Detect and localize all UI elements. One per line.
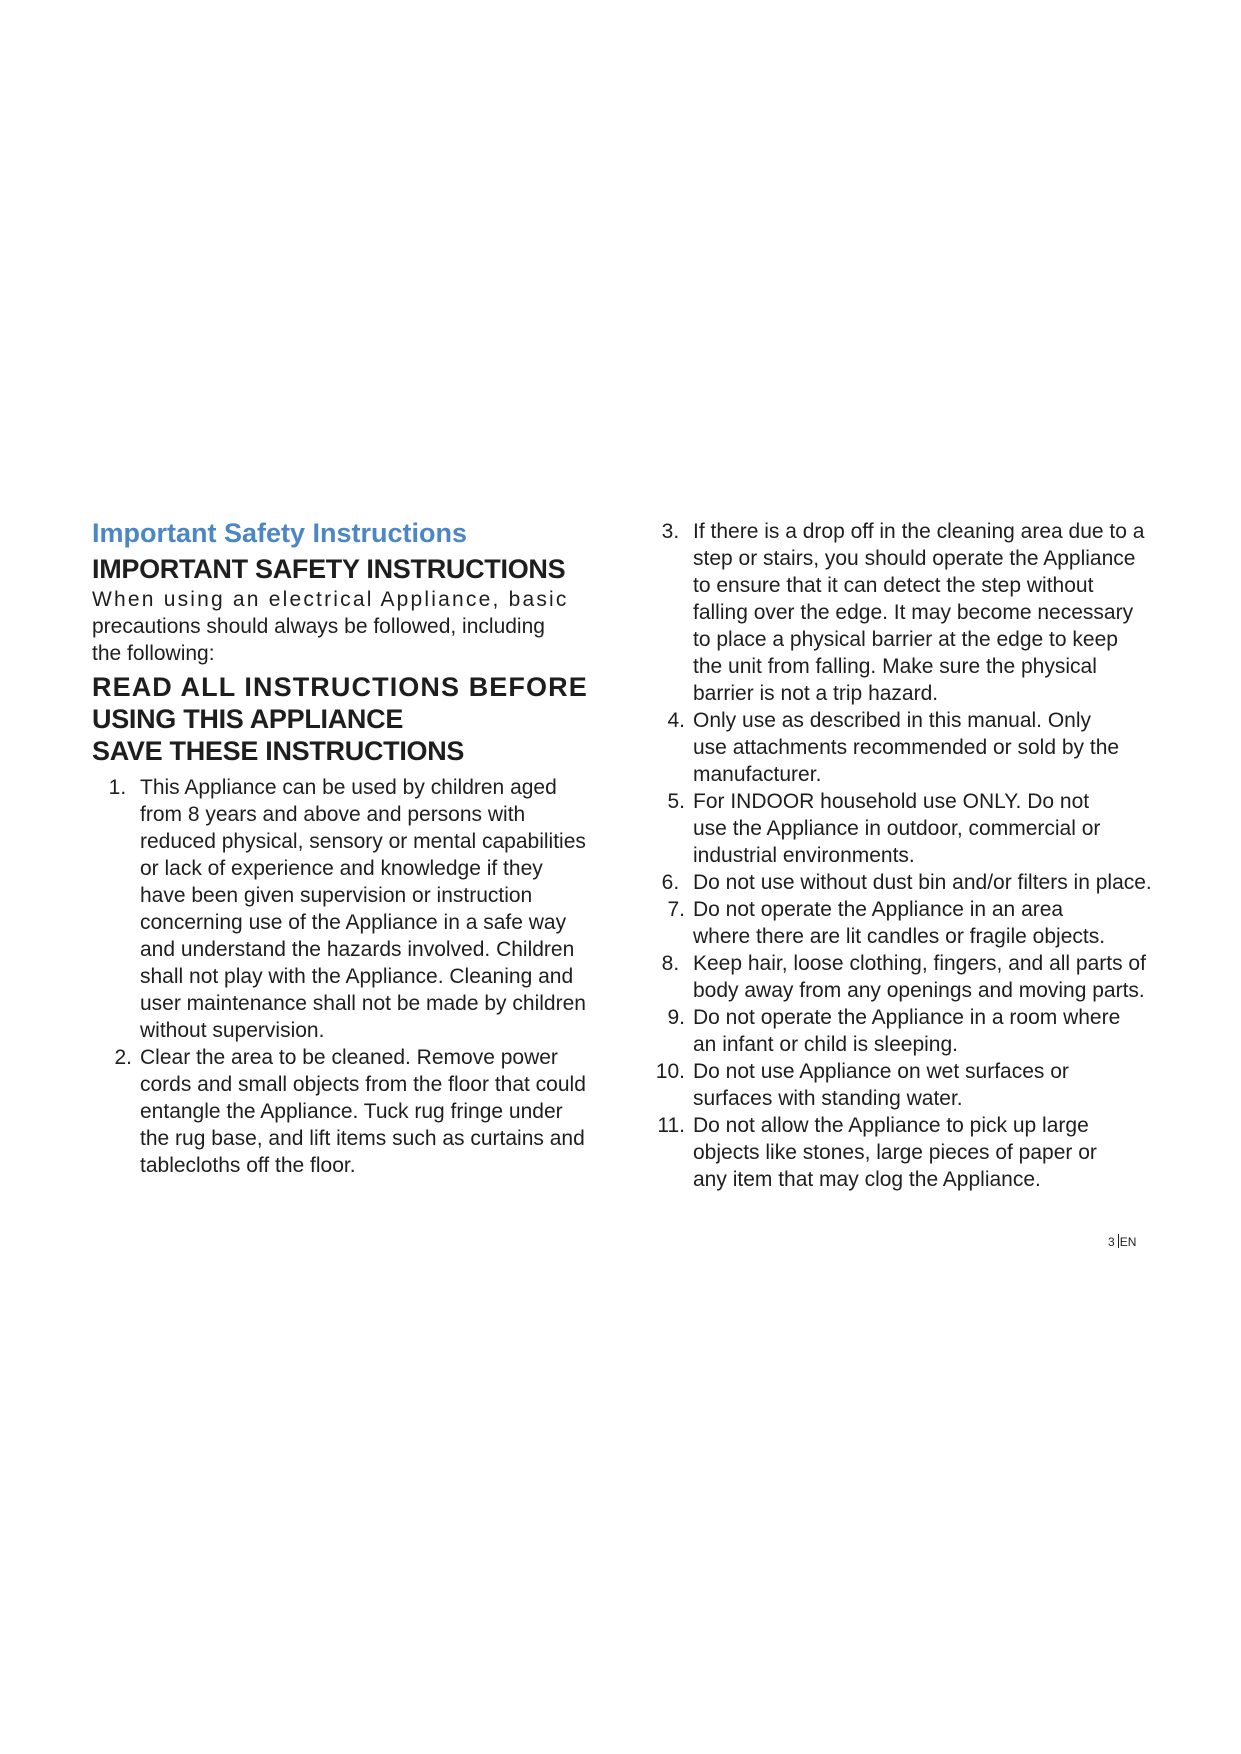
list-item <box>645 869 1165 896</box>
item-number: 3. <box>661 520 685 543</box>
item-text-line: Do not operate the Appliance in a room where <box>693 1006 1121 1029</box>
list-item <box>645 1004 1165 1058</box>
main-heading: IMPORTANT SAFETY INSTRUCTIONS <box>92 554 566 584</box>
item-text-line: where there are lit candles or fragile objects. <box>693 925 1106 948</box>
item-text-line: For INDOOR household use ONLY. Do not <box>693 790 1090 813</box>
intro-line: the following: <box>92 642 215 665</box>
item-text-line: surfaces with standing water. <box>693 1087 963 1110</box>
item-text-line: and understand the hazards involved. Children <box>140 938 575 961</box>
item-text-line: reduced physical, sensory or mental capabilities <box>140 830 586 853</box>
item-text-line: any item that may clog the Appliance. <box>693 1168 1041 1191</box>
item-text-line: concerning use of the Appliance in a safe way <box>140 911 567 934</box>
list-item <box>645 1112 1165 1193</box>
item-text-line: body away from any openings and moving parts. <box>693 979 1145 1002</box>
list-item <box>92 774 612 1044</box>
right-column <box>645 518 1165 1193</box>
item-text-line: Keep hair, loose clothing, fingers, and all parts of <box>693 952 1146 975</box>
item-number: 5. <box>667 790 685 813</box>
item-text-line: Only use as described in this manual. Only <box>693 709 1092 732</box>
item-number: 9. <box>667 1006 685 1029</box>
list-item <box>645 950 1165 1004</box>
item-text-line: have been given supervision or instruction <box>140 884 533 907</box>
item-text-line: to ensure that it can detect the step without <box>693 574 1094 597</box>
item-text <box>685 1004 1165 1058</box>
item-text <box>685 518 1165 707</box>
item-text <box>685 1058 1165 1112</box>
item-text <box>132 1044 612 1179</box>
item-text-line: cords and small objects from the floor that could <box>140 1073 586 1096</box>
language-code: EN <box>1119 1235 1137 1249</box>
read-instructions-heading <box>92 671 612 767</box>
intro-line: When using an electrical Appliance, basic <box>92 588 569 611</box>
list-item <box>645 788 1165 869</box>
left-column <box>92 517 612 1179</box>
item-text-line: Do not use without dust bin and/or filters in place. <box>693 871 1152 894</box>
page-footer <box>1108 1234 1136 1249</box>
read-heading-line: READ ALL INSTRUCTIONS BEFORE <box>92 672 588 702</box>
item-text-line: without supervision. <box>140 1019 325 1042</box>
intro-line: precautions should always be followed, including <box>92 615 545 638</box>
item-text-line: objects like stones, large pieces of paper or <box>693 1141 1097 1164</box>
item-text <box>685 869 1165 896</box>
item-text <box>132 774 612 1044</box>
item-number: 8. <box>661 952 685 975</box>
item-text-line: shall not play with the Appliance. Cleaning and <box>140 965 574 988</box>
item-text-line: use attachments recommended or sold by the <box>693 736 1120 759</box>
item-text-line: If there is a drop off in the cleaning area due to a <box>693 520 1145 543</box>
list-item <box>645 707 1165 788</box>
list-item <box>92 1044 612 1179</box>
item-text-line: falling over the edge. It may become necessary <box>693 601 1134 624</box>
safety-list-right <box>645 518 1165 1193</box>
item-text-line: use the Appliance in outdoor, commercial or <box>693 817 1101 840</box>
item-text <box>685 707 1165 788</box>
item-number: 1. <box>108 776 132 799</box>
item-text <box>685 896 1165 950</box>
item-text-line: to place a physical barrier at the edge to keep <box>693 628 1118 651</box>
item-text-line: Clear the area to be cleaned. Remove power <box>140 1046 558 1069</box>
item-number: 7. <box>667 898 685 921</box>
item-text-line: barrier is not a trip hazard. <box>693 682 939 705</box>
footer-divider <box>1118 1234 1119 1248</box>
item-text-line: Do not allow the Appliance to pick up large <box>693 1114 1089 1137</box>
item-text-line: Do not operate the Appliance in an area <box>693 898 1064 921</box>
item-number: 2. <box>114 1046 132 1069</box>
item-text-line: from 8 years and above and persons with <box>140 803 526 826</box>
list-item <box>645 518 1165 707</box>
safety-list-left <box>92 774 612 1179</box>
item-text <box>685 788 1165 869</box>
item-text-line: industrial environments. <box>693 844 915 867</box>
item-number: 6. <box>661 871 685 894</box>
list-item <box>645 896 1165 950</box>
item-text-line: manufacturer. <box>693 763 822 786</box>
intro-paragraph <box>92 586 612 667</box>
save-instructions-heading: SAVE THESE INSTRUCTIONS <box>92 736 465 766</box>
section-title: Important Safety Instructions <box>92 518 468 548</box>
page-number: 3 <box>1108 1235 1115 1249</box>
item-number: 4. <box>667 709 685 732</box>
item-text-line: entangle the Appliance. Tuck rug fringe under <box>140 1100 563 1123</box>
list-item <box>645 1058 1165 1112</box>
item-number: 10. <box>655 1060 685 1083</box>
item-text-line: the rug base, and lift items such as curtains and <box>140 1127 585 1150</box>
item-text <box>685 950 1165 1004</box>
item-text-line: Do not use Appliance on wet surfaces or <box>693 1060 1069 1083</box>
read-heading-line: USING THIS APPLIANCE <box>92 704 404 734</box>
item-text-line: tablecloths off the floor. <box>140 1154 356 1177</box>
item-text-line: user maintenance shall not be made by children <box>140 992 586 1015</box>
item-text-line: an infant or child is sleeping. <box>693 1033 958 1056</box>
item-text-line: step or stairs, you should operate the Appliance <box>693 547 1136 570</box>
item-number: 11. <box>657 1114 685 1137</box>
item-text-line: or lack of experience and knowledge if they <box>140 857 543 880</box>
item-text <box>685 1112 1165 1193</box>
item-text-line: This Appliance can be used by children aged <box>140 776 557 799</box>
item-text-line: the unit from falling. Make sure the physical <box>693 655 1097 678</box>
